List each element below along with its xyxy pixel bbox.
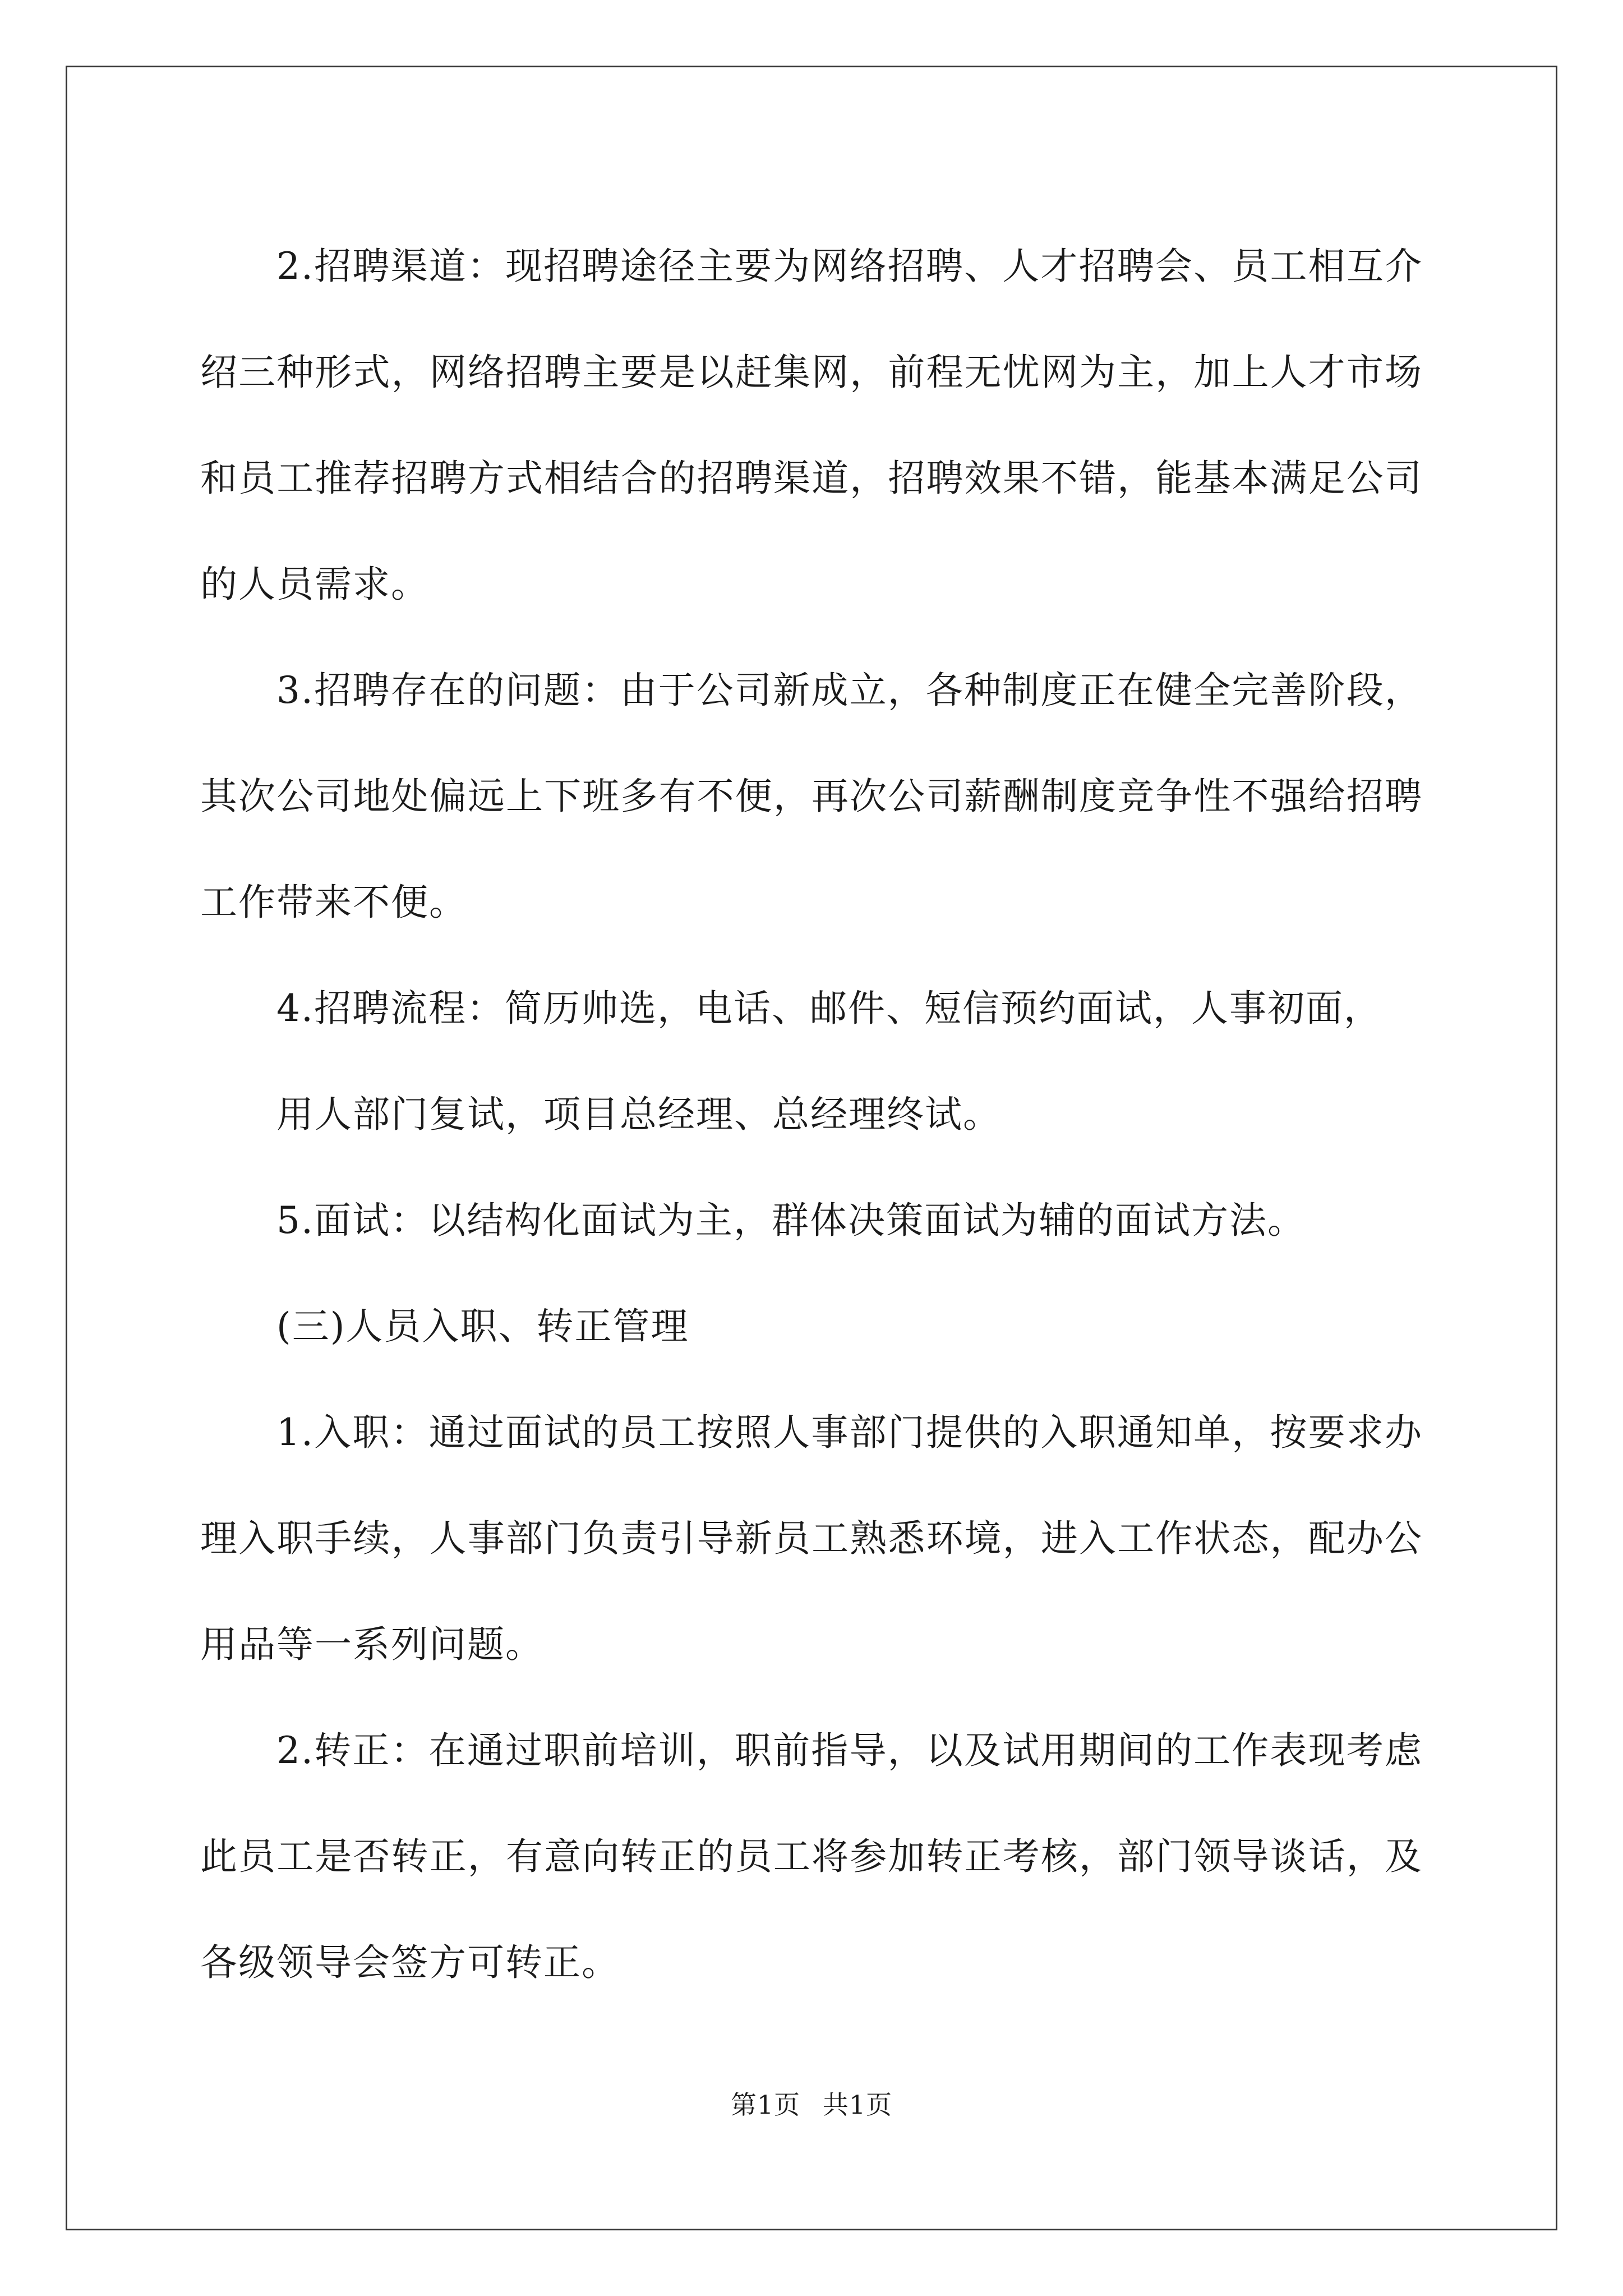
paragraph-recruit-problems: 3.招聘存在的问题：由于公司新成立，各种制度正在健全完善阶段，其次公司地处偏远上下班多有不便，再次公司薪酬制度竞争性不强给招聘工作带来不便。 bbox=[200, 669, 1423, 924]
paragraph-onboarding: 1.入职：通过面试的员工按照人事部门提供的入职通知单，按要求办理入职手续，人事部门负责引导新员工熟悉环境，进入工作状态，配办公用品等一系列问题。 bbox=[200, 1411, 1423, 1666]
paragraph-recruit-process: 4.招聘流程：简历帅选，电话、邮件、短信预约面试，人事初面， bbox=[276, 987, 1382, 1030]
page-footer bbox=[0, 2085, 1623, 2122]
section-heading: (三)人员入职、转正管理 bbox=[276, 1305, 689, 1348]
page-number-current: 第1页 bbox=[730, 2090, 801, 2120]
paragraph-interview: 5.面试：以结构化面试为主，群体决策面试为辅的面试方法。 bbox=[276, 1199, 1306, 1242]
page-number-total: 共1页 bbox=[822, 2090, 893, 2120]
paragraph-recruit-process-continued: 用人部门复试，项目总经理、总经理终试。 bbox=[276, 1093, 1001, 1136]
paragraph-confirmation: 2.转正：在通过职前培训，职前指导，以及试用期间的工作表现考虑此员工是否转正，有意向转正的员工将参加转正考核，部门领导谈话，及各级领导会签方可转正。 bbox=[200, 1729, 1423, 1984]
document-body bbox=[200, 213, 1423, 2016]
paragraph-recruit-channels: 2.招聘渠道：现招聘途径主要为网络招聘、人才招聘会、员工相互介绍三种形式，网络招聘主要是以赶集网，前程无忧网为主，加上人才市场和员工推荐招聘方式相结合的招聘渠道，招聘效果不错，能基本满足公司的人员需求。 bbox=[200, 245, 1423, 606]
